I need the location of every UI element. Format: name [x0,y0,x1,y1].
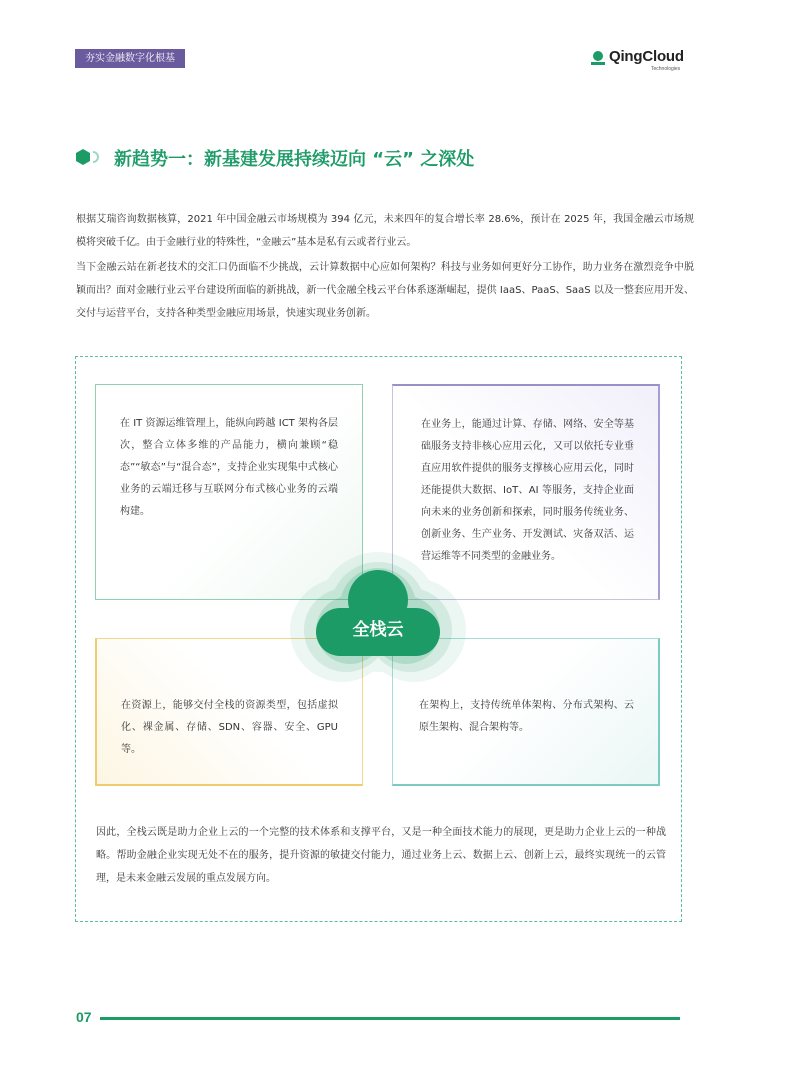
section-tag: 夯实金融数字化根基 [75,49,185,68]
box-it-ops: 在 IT 资源运维管理上，能纵向跨越 ICT 架构各层次，整合立体多维的产品能力，横向兼顾“稳态”“敏态”与“混合态”，支持企业实现集中式核心业务的云端迁移与互联网分布式核心业务的云端构建。 [95,384,363,600]
conclusion-paragraph: 因此，全栈云既是助力企业上云的一个完整的技术体系和支撑平台，又是一种全面技术能力的展现，更是助力企业上云的一种战略。帮助金融企业实现无处不在的服务，提升资源的敏捷交付能力，通过业务上云、数据上云、创新上云，最终实现统一的云管理，是未来金融云发展的重点发展方向。 [96,827,666,884]
logo-name: QingCloud [609,48,684,65]
paragraph-2: 当下金融云站在新老技术的交汇口仍面临不少挑战，云计算数据中心应如何架构？科技与业务如何更好分工协作，助力业务在激烈竞争中脱颖而出？面对金融行业云平台建设所面临的新挑战，新一代金融全栈云平台体系逐渐崛起，提供 IaaS、PaaS、SaaS 以及一整套应用开发、交付与运营平台，支持各种类型金融应用场景，快速实现业务创新。 [76,262,694,319]
box-business: 在业务上，能通过计算、存储、网络、安全等基础服务支持非核心应用云化，又可以依托专业垂直应用软件提供的服务支撑核心应用云化，同时还能提供大数据、IoT、AI 等服务，支持企业面向未来的业务创新和探索，同时服务传统业务、创新业务、生产业务、开发测试、灾备双活、运营运维等不同类型的金融业务。 [392,384,660,600]
cloud-icon [282,538,474,688]
page-number: 07 [76,1009,92,1025]
box-resources: 在资源上，能够交付全栈的资源类型，包括虚拟化、裸金属、存储、SDN、容器、安全、GPU 等。 [95,638,363,786]
hexagon-bullet-icon [76,149,100,165]
logo-sub: Technologies [651,66,681,72]
logo-mark-icon [590,50,606,66]
full-stack-cloud-label: 全栈云 [352,620,404,640]
footer-divider [100,1017,680,1020]
page-title: 新趋势一：新基建发展持续迈向 “云” 之深处 [114,149,475,170]
qingcloud-logo [590,48,690,76]
box-architecture: 在架构上，支持传统单体架构、分布式架构、云原生架构、混合架构等。 [392,638,660,786]
paragraph-1: 根据艾瑞咨询数据核算，2021 年中国金融云市场规模为 394 亿元，未来四年的复合增长率 28.6%，预计在 2025 年，我国金融云市场规模将突破千亿。由于金融行业的特殊性，“金融云”基本是私有云或者行业云。 [76,214,694,248]
